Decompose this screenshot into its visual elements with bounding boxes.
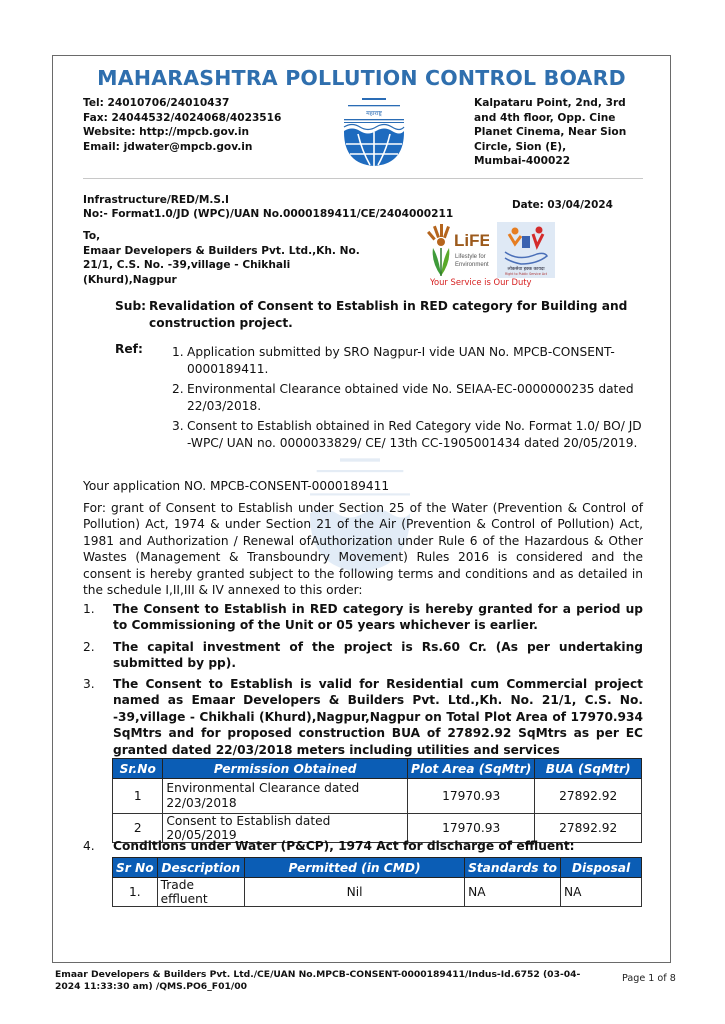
reference-number <box>83 193 453 221</box>
board-title: MAHARASHTRA POLLUTION CONTROL BOARD <box>97 66 626 90</box>
col-header: Permission Obtained <box>163 759 408 779</box>
table-row: 1. Trade effluent Nil NA NA <box>113 878 642 907</box>
condition-item: 2. The capital investment of the project is Rs.60 Cr. (As per undertaking submitted by pp). <box>83 640 643 671</box>
address-line: Circle, Sion (E), <box>474 140 567 153</box>
to-label: To, <box>83 230 101 242</box>
svg-text:महाराष्ट्र: महाराष्ट्र <box>366 110 382 117</box>
svg-text:Lifestyle for: Lifestyle for <box>455 254 486 260</box>
reference-list <box>172 344 642 455</box>
fax: Fax: 24044532/4024068/4023516 <box>83 111 282 124</box>
col-header: Permitted (in CMD) <box>245 858 465 878</box>
mpcb-logo-icon <box>340 96 408 168</box>
subject-line <box>115 298 635 331</box>
page-number: Page 1 of 8 <box>622 973 676 984</box>
table-header-row <box>113 759 642 779</box>
table-header-row <box>113 858 642 878</box>
col-header: Sr.No <box>113 759 163 779</box>
address-line: Mumbai-400022 <box>474 155 571 167</box>
reference-item: 2. Environmental Clearance obtained vide No. SEIAA-EC-0000000235 dated 22/03/2018. <box>172 382 634 413</box>
condition-item: 3. The Consent to Establish is valid for Residential cum Commercial project named as Emaar Developers & Builders Pvt. Ltd.,Kh. No. 21/1, C.S. No. -39,village - Chikhali (Khurd),Nagpur,Nagpur on Total Plot Area of 17970.934 SqMtrs and for proposed construction BUA of 27892.92 SqMtrs as per EC granted dated 22/03/2018 meters including utilities and services <box>83 677 643 757</box>
email[interactable]: Email: jdwater@mpcb.gov.in <box>83 140 253 153</box>
contact-block <box>83 96 281 154</box>
recipient-block <box>83 229 373 287</box>
col-header: Plot Area (SqMtr) <box>407 759 534 779</box>
ref-label: Ref: <box>115 342 143 356</box>
condition-item: 4. Conditions under Water (P&CP), 1974 Act for discharge of effluent: <box>83 839 575 853</box>
table-row: 1 Environmental Clearance dated 22/03/2018 17970.93 27892.92 <box>113 779 642 814</box>
subject-text: Revalidation of Consent to Establish in RED category for Building and <box>149 299 628 313</box>
recipient-address: Emaar Developers & Builders Pvt. Ltd.,Kh. No. 21/1, C.S. No. -39,village - Chikhali (Khurd),Nagpur <box>83 244 360 286</box>
life-logo-icon <box>427 222 489 278</box>
motto-text: Your Service is Our Duty <box>430 277 532 287</box>
application-number: Your application NO. MPCB-CONSENT-0000189411 <box>83 479 390 493</box>
letter-date: Date: 03/04/2024 <box>512 199 613 211</box>
address-line: and 4th floor, Opp. Cine <box>474 111 616 124</box>
col-header: BUA (SqMtr) <box>535 759 642 779</box>
svg-text:Right to Public Service Act: Right to Public Service Act <box>505 272 547 276</box>
address-line: Kalpataru Point, 2nd, 3rd <box>474 97 626 109</box>
svg-text:लोकसेवा हक्क कायदा: लोकसेवा हक्क कायदा <box>507 267 545 272</box>
col-header: Standards to <box>465 858 561 878</box>
svg-text:LiFE: LiFE <box>454 231 489 250</box>
effluent-table <box>112 857 642 907</box>
footer-reference: Emaar Developers & Builders Pvt. Ltd./CE/UAN No.MPCB-CONSENT-0000189411/Indus-Id.6752 (03-04-2024 11:33:30 am) /QMS.PO6_F01/00 <box>55 969 581 992</box>
ref-format-no: No:- Format1.0/JD (WPC)/UAN No.0000189411/CE/2404000211 <box>83 208 454 220</box>
svg-text:Environment: Environment <box>455 262 489 268</box>
ref-category: Infrastructure/RED/M.S.I <box>83 194 229 206</box>
table-row: 2 Consent to Establish dated 20/05/2019 17970.93 27892.92 <box>113 814 642 843</box>
reference-item: 3. Consent to Establish obtained in Red Category vide No. Format 1.0/ BO/ JD -WPC/ UAN no. 0000033829/ CE/ 13th CC-1905001434 dated 20/05/2019. <box>172 419 642 450</box>
col-header: Description <box>157 858 244 878</box>
subject-label: Sub: <box>115 299 147 313</box>
website[interactable]: Website: http://mpcb.gov.in <box>83 126 250 138</box>
subject-text-cont: construction project. <box>149 315 293 330</box>
consent-body-paragraph: For: grant of Consent to Establish under Section 25 of the Water (Prevention & Control of Pollution) Act, 1974 & under Section 21 of the Air (Prevention & Control of Pollution) Act, 1981 and Authorization / Renewal ofAuthorization under Rule 6 of the Hazardous & Other Wastes (Management & Transboundry Movement) Rules 2016 is considered and the consent is hereby granted subject to the following terms and conditions and as detailed in the schedule I,II,III & IV annexed to this order: <box>83 501 643 598</box>
reference-item: 1. Application submitted by SRO Nagpur-I vide UAN No. MPCB-CONSENT-0000189411. <box>172 345 615 376</box>
col-header: Disposal <box>560 858 641 878</box>
address-line: Planet Cinema, Near Sion <box>474 126 627 138</box>
col-header: Sr No <box>113 858 158 878</box>
permissions-table <box>112 758 642 843</box>
tel: Tel: 24010706/24010437 <box>83 97 230 109</box>
address-block <box>474 96 626 169</box>
header-divider <box>83 178 643 179</box>
right-to-service-logo-icon <box>497 222 555 278</box>
condition-item: 1. The Consent to Establish in RED category is hereby granted for a period up to Commissioning of the Unit or 05 years whichever is earlier. <box>83 602 643 633</box>
